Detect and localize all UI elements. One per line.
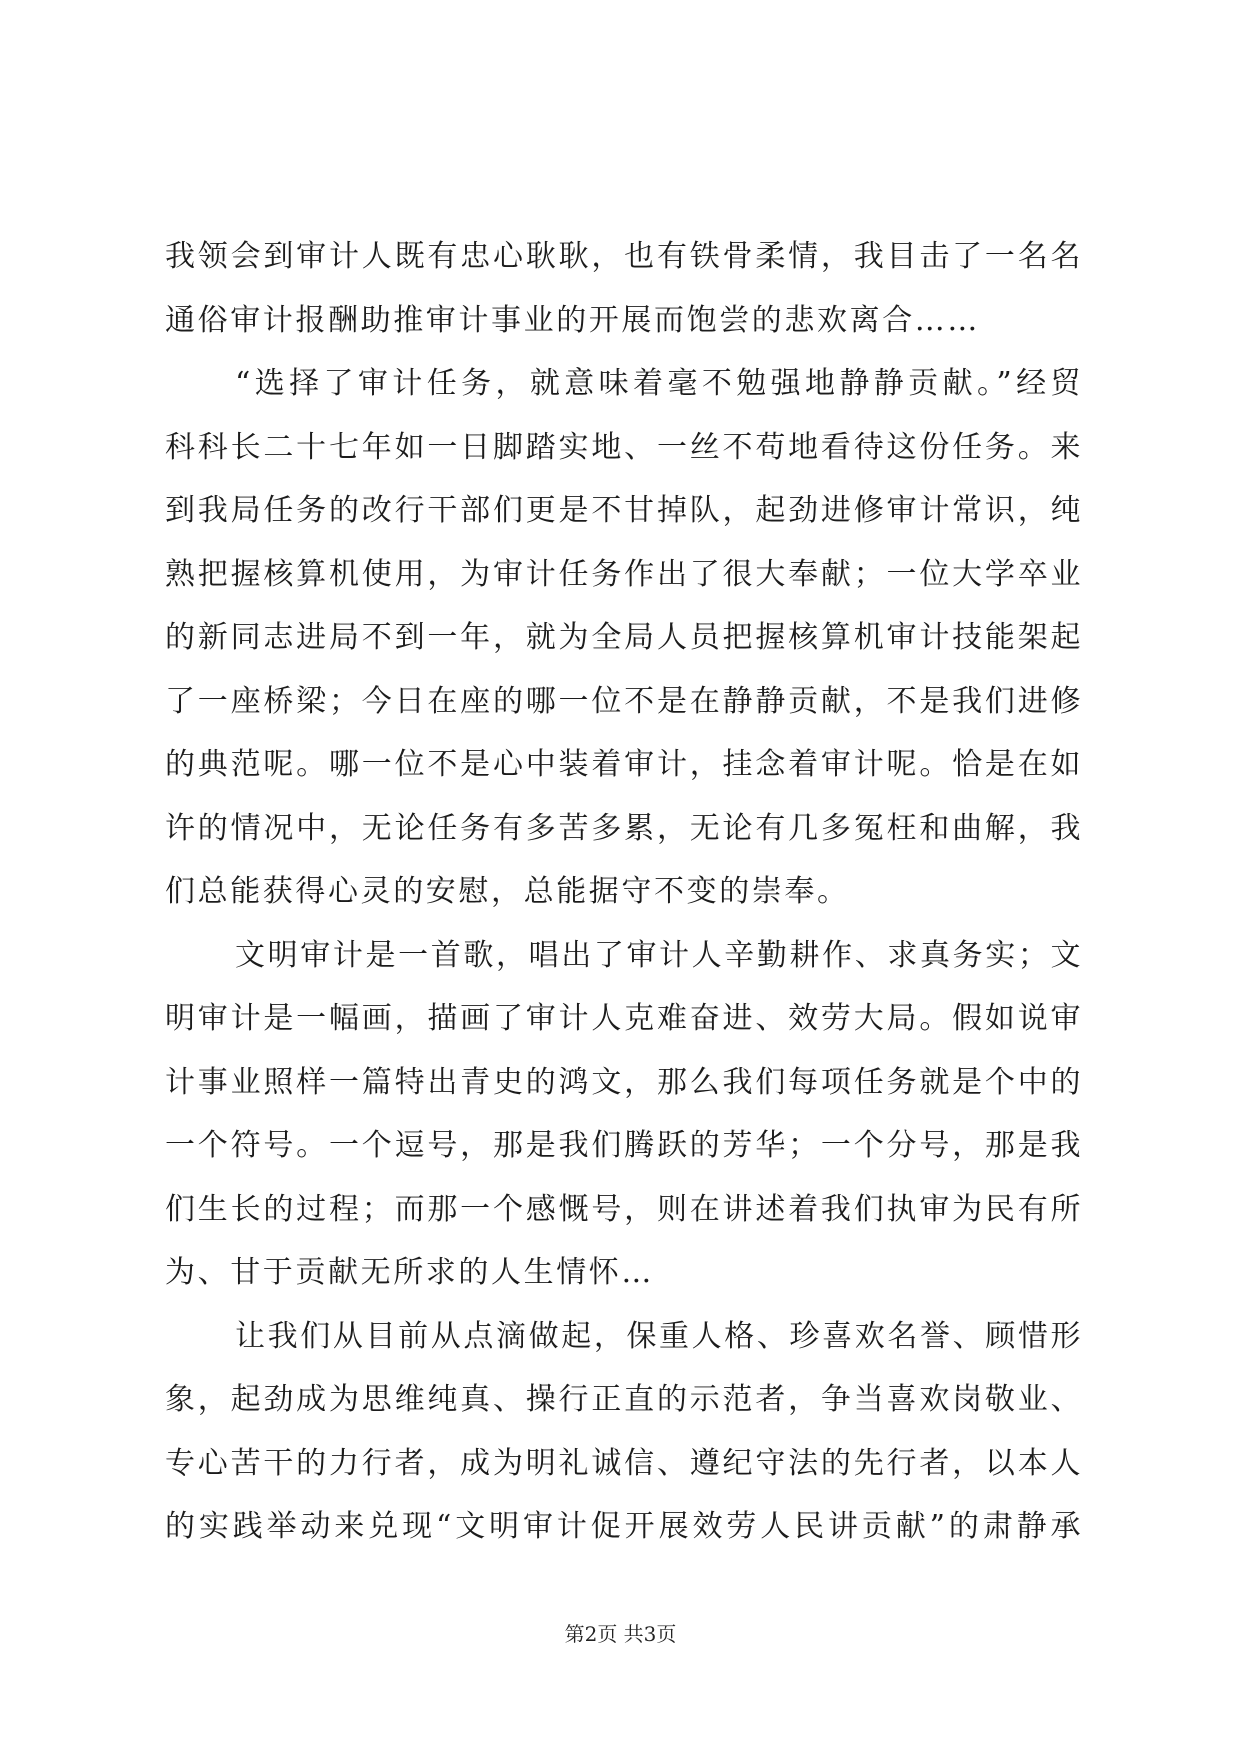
text-line: 文明审计是一首歌，唱出了审计人辛勤耕作、求真务实；文	[235, 937, 1082, 973]
text-line: 一个符号。一个逗号，那是我们腾跃的芳华；一个分号，那是我	[165, 1128, 1082, 1163]
text-line: 为、甘于贡献无所求的人生情怀…	[165, 1255, 654, 1290]
text-line: 许的情况中，无论任务有多苦多累，无论有几多冤枉和曲解，我	[165, 810, 1082, 846]
text-line: 科科长二十七年如一日脚踏实地、一丝不苟地看待这份任务。来	[165, 429, 1082, 465]
text-line: 专心苦干的力行者，成为明礼诚信、遵纪守法的先行者，以本人	[165, 1445, 1082, 1481]
text-line: 熟把握核算机使用，为审计任务作出了很大奉献；一位大学卒业	[165, 556, 1082, 592]
text-line: 的典范呢。哪一位不是心中装着审计，挂念着审计呢。恰是在如	[165, 747, 1082, 782]
text-line: 通俗审计报酬助推审计事业的开展而饱尝的悲欢离合……	[165, 302, 980, 338]
text-line: 的新同志进局不到一年，就为全局人员把握核算机审计技能架起	[165, 620, 1082, 655]
text-line: 我领会到审计人既有忠心耿耿，也有铁骨柔情，我目击了一名名	[165, 239, 1082, 274]
paragraph	[165, 225, 1082, 352]
text-line: 们总能获得心灵的安慰，总能据守不变的崇奉。	[165, 874, 850, 909]
text-line: 象，起劲成为思维纯真、操行正直的示范者，争当喜欢岗敬业、	[165, 1382, 1082, 1417]
document-body	[165, 225, 1082, 1559]
page-number: 第2页 共3页	[564, 1622, 677, 1646]
text-line: 了一座桥梁；今日在座的哪一位不是在静静贡献，不是我们进修	[165, 683, 1082, 719]
text-line: 明审计是一幅画，描画了审计人克难奋进、效劳大局。假如说审	[165, 1001, 1082, 1036]
page-footer	[0, 1619, 1241, 1649]
text-line: 到我局任务的改行干部们更是不甘掉队，起劲进修审计常识，纯	[165, 493, 1082, 528]
paragraph	[165, 924, 1082, 1305]
paragraph	[165, 352, 1082, 924]
text-line: 让我们从目前从点滴做起，保重人格、珍喜欢名誉、顾惜形	[235, 1318, 1082, 1354]
text-line: 计事业照样一篇特出青史的鸿文，那么我们每项任务就是个中的	[165, 1064, 1082, 1100]
text-line: 们生长的过程；而那一个感慨号，则在讲述着我们执审为民有所	[165, 1191, 1082, 1227]
text-line: 的实践举动来兑现“文明审计促开展效劳人民讲贡献”的肃静承	[165, 1509, 1082, 1544]
paragraph	[165, 1305, 1082, 1559]
text-line: “选择了审计任务，就意味着毫不勉强地静静贡献。”经贸	[235, 366, 1082, 401]
